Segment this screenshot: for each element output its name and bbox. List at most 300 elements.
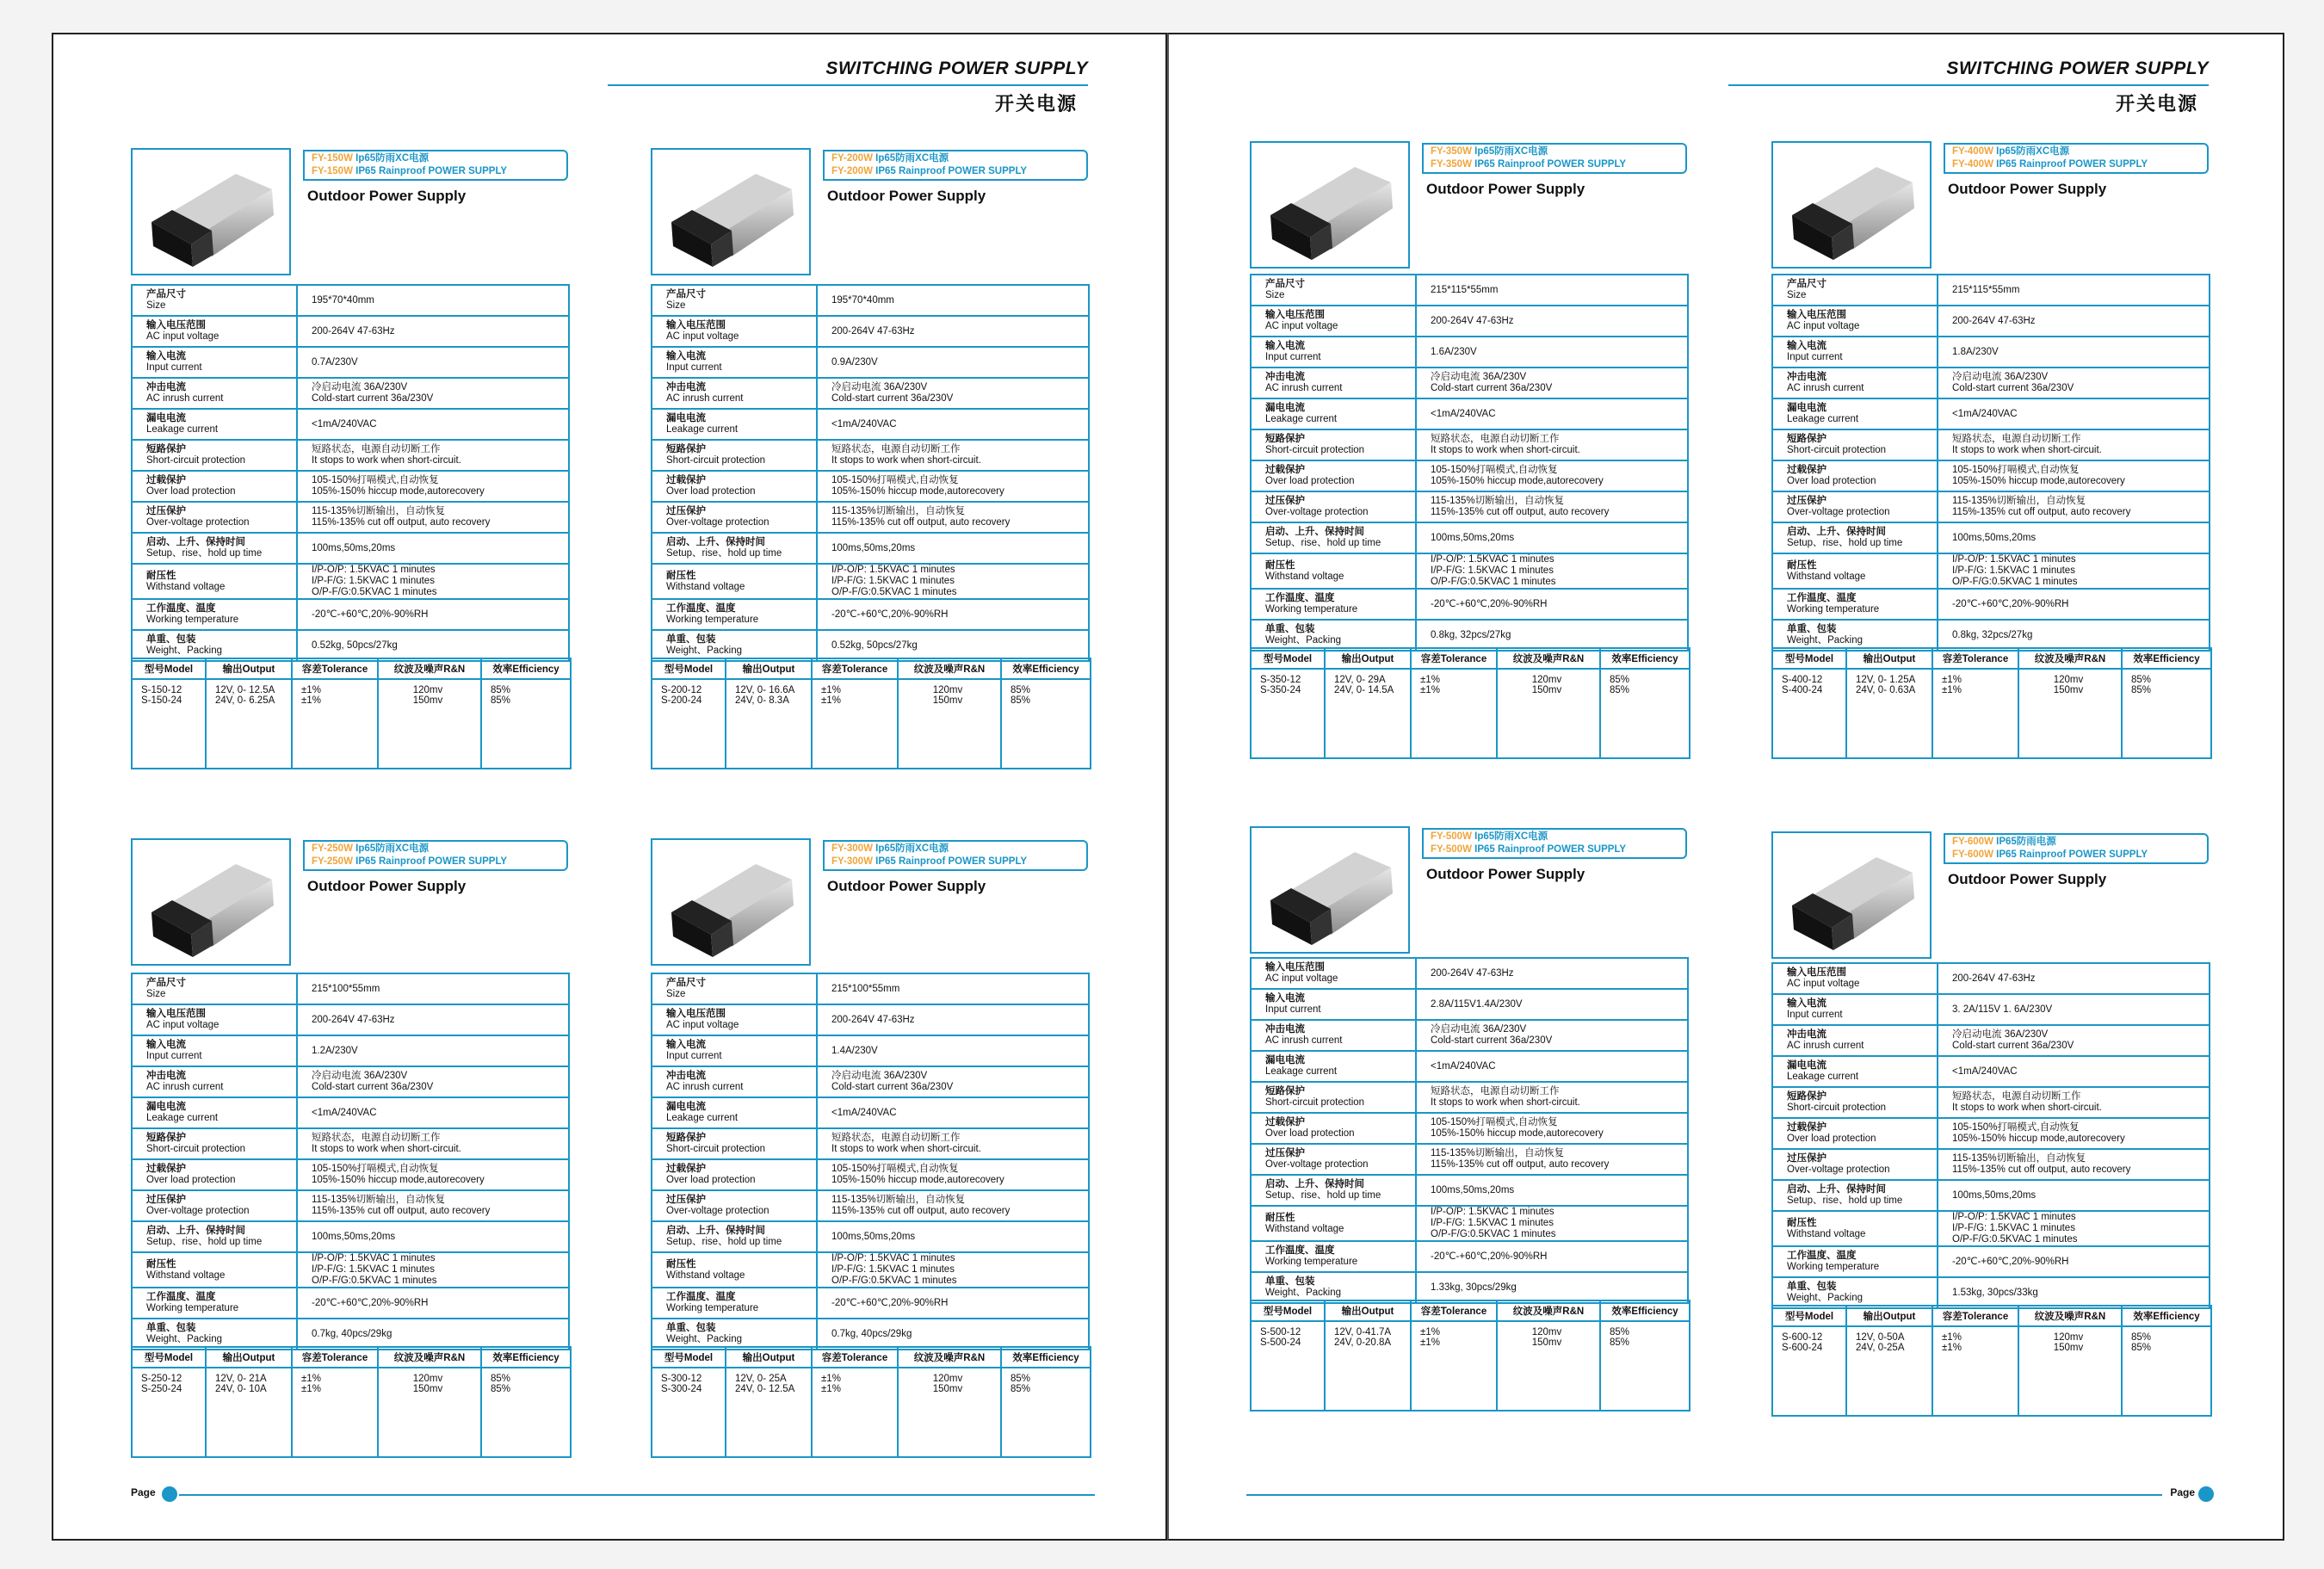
spec-label: 工作温度、温度 Working temperature bbox=[1772, 1246, 1938, 1277]
spec-row-acv bbox=[1251, 958, 1688, 989]
model-table-header bbox=[132, 658, 571, 679]
spec-row-weight bbox=[1772, 1277, 2210, 1308]
spec-row-leak bbox=[132, 1097, 569, 1128]
spec-row-short bbox=[1251, 1082, 1688, 1113]
spec-value: 100ms,50ms,20ms bbox=[1938, 1180, 2210, 1211]
spec-label: 过载保护 Over load protection bbox=[132, 471, 297, 502]
spec-value: 0.52kg, 50pcs/27kg bbox=[817, 630, 1089, 661]
spec-value: 115-135%切断输出，自动恢复 115%-135% cut off output, auto recovery bbox=[817, 1190, 1089, 1221]
spec-label: 单重、包装 Weight、Packing bbox=[132, 1319, 297, 1350]
spec-label: 启动、上升、保持时间 Setup、rise、hold up time bbox=[1772, 1180, 1938, 1211]
spec-value: I/P-O/P: 1.5KVAC 1 minutes I/P-F/G: 1.5KVAC 1 minutes O/P-F/G:0.5KVAC 1 minutes bbox=[817, 564, 1089, 599]
ripple-cell: 120mv 150mv bbox=[2018, 669, 2122, 758]
model-col-header: 型号Model bbox=[132, 1347, 206, 1368]
model-table-header bbox=[652, 1347, 1091, 1368]
spec-label: 输入电流 Input current bbox=[1251, 337, 1416, 368]
spec-value: 0.52kg, 50pcs/27kg bbox=[297, 630, 569, 661]
model-col-header: 容差Tolerance bbox=[1932, 648, 2018, 669]
footer-rule bbox=[1246, 1494, 2162, 1496]
spec-label: 漏电电流 Leakage current bbox=[1251, 1051, 1416, 1082]
spec-label: 启动、上升、保持时间 Setup、rise、hold up time bbox=[1251, 1175, 1416, 1206]
efficiency-cell: 85% 85% bbox=[2122, 669, 2211, 758]
spec-value: <1mA/240VAC bbox=[297, 1097, 569, 1128]
model-cell: S-500-12 S-500-24 bbox=[1251, 1321, 1325, 1411]
model-col-header: 效率Efficiency bbox=[2122, 648, 2211, 669]
product-label-tag bbox=[303, 150, 568, 181]
spec-value: -20℃-+60℃,20%-90%RH bbox=[297, 1288, 569, 1319]
spec-label: 冲击电流 AC inrush current bbox=[132, 378, 297, 409]
spec-row-setup bbox=[652, 533, 1089, 564]
spec-label: 漏电电流 Leakage current bbox=[652, 1097, 817, 1128]
page-number-dot bbox=[2198, 1486, 2214, 1502]
spec-value: 200-264V 47-63Hz bbox=[1416, 958, 1688, 989]
spec-label: 过载保护 Over load protection bbox=[1772, 460, 1938, 491]
spec-value: 短路状态，电源自动切断工作 It stops to work when short-circuit. bbox=[817, 1128, 1089, 1159]
spec-value: 200-264V 47-63Hz bbox=[297, 1004, 569, 1035]
spec-value: 短路状态，电源自动切断工作 It stops to work when short-circuit. bbox=[1416, 429, 1688, 460]
spec-row-withstand bbox=[652, 1252, 1089, 1288]
spec-value: 冷启动电流 36A/230V Cold-start current 36a/230V bbox=[1416, 1020, 1688, 1051]
model-col-header: 型号Model bbox=[1251, 1300, 1325, 1321]
spec-row-cur bbox=[1251, 989, 1688, 1020]
model-table-row bbox=[1772, 1326, 2211, 1416]
model-col-header: 纹波及噪声R&N bbox=[1497, 648, 1600, 669]
spec-row-inrush bbox=[1772, 1025, 2210, 1056]
spec-label: 漏电电流 Leakage current bbox=[132, 1097, 297, 1128]
output-cell: 12V, 0- 12.5A 24V, 0- 6.25A bbox=[206, 679, 292, 769]
efficiency-cell: 85% 85% bbox=[1600, 1321, 1690, 1411]
product-title: Outdoor Power Supply bbox=[307, 188, 467, 204]
model-col-header: 效率Efficiency bbox=[481, 1347, 571, 1368]
spec-row-ovp bbox=[1772, 491, 2210, 522]
spec-label: 输入电流 Input current bbox=[1772, 994, 1938, 1025]
spec-label: 漏电电流 Leakage current bbox=[652, 409, 817, 440]
spec-row-weight bbox=[132, 630, 569, 661]
spec-row-inrush bbox=[1251, 1020, 1688, 1051]
spec-label: 短路保护 Short-circuit protection bbox=[652, 440, 817, 471]
product-label-tag bbox=[1422, 828, 1687, 859]
spec-row-setup bbox=[652, 1221, 1089, 1252]
spec-label: 耐压性 Withstand voltage bbox=[132, 564, 297, 599]
spec-label: 冲击电流 AC inrush current bbox=[1772, 1025, 1938, 1056]
spec-value: 0.7A/230V bbox=[297, 347, 569, 378]
spec-value: I/P-O/P: 1.5KVAC 1 minutes I/P-F/G: 1.5KVAC 1 minutes O/P-F/G:0.5KVAC 1 minutes bbox=[817, 1252, 1089, 1288]
spec-row-inrush bbox=[652, 378, 1089, 409]
spec-row-size bbox=[652, 285, 1089, 316]
spec-row-acv bbox=[652, 316, 1089, 347]
spec-row-inrush bbox=[132, 1066, 569, 1097]
spec-row-weight bbox=[132, 1319, 569, 1350]
spec-label: 输入电压范围 AC input voltage bbox=[1251, 958, 1416, 989]
spec-value: 1.2A/230V bbox=[297, 1035, 569, 1066]
spec-row-leak bbox=[1251, 398, 1688, 429]
tag-line-en: FY-350W IP65 Rainproof POWER SUPPLY bbox=[1431, 159, 1627, 170]
spec-row-temp bbox=[652, 599, 1089, 630]
tag-line-en: FY-400W IP65 Rainproof POWER SUPPLY bbox=[1952, 159, 2148, 170]
spec-label: 工作温度、温度 Working temperature bbox=[132, 599, 297, 630]
spec-value: 100ms,50ms,20ms bbox=[1938, 522, 2210, 553]
model-col-header: 效率Efficiency bbox=[481, 658, 571, 679]
power-supply-image bbox=[1773, 833, 1932, 959]
spec-label: 输入电压范围 AC input voltage bbox=[652, 1004, 817, 1035]
spec-row-temp bbox=[652, 1288, 1089, 1319]
spec-row-weight bbox=[1772, 620, 2210, 651]
tag-line-en: FY-600W IP65 Rainproof POWER SUPPLY bbox=[1952, 849, 2148, 860]
model-col-header: 容差Tolerance bbox=[812, 1347, 898, 1368]
spec-row-withstand bbox=[1772, 1211, 2210, 1246]
spec-row-over bbox=[652, 471, 1089, 502]
spec-label: 输入电压范围 AC input voltage bbox=[132, 316, 297, 347]
spec-value: <1mA/240VAC bbox=[1416, 398, 1688, 429]
spec-value: 3. 2A/115V 1. 6A/230V bbox=[1938, 994, 2210, 1025]
spec-row-over bbox=[132, 1159, 569, 1190]
tag-line-en: FY-150W IP65 Rainproof POWER SUPPLY bbox=[312, 166, 508, 176]
spec-row-temp bbox=[1772, 589, 2210, 620]
header-title-en: SWITCHING POWER SUPPLY bbox=[825, 59, 1088, 78]
model-cell: S-150-12 S-150-24 bbox=[132, 679, 206, 769]
spec-label: 冲击电流 AC inrush current bbox=[1251, 368, 1416, 398]
product-label-tag bbox=[823, 840, 1088, 871]
spec-label: 耐压性 Withstand voltage bbox=[652, 1252, 817, 1288]
ripple-cell: 120mv 150mv bbox=[378, 679, 481, 769]
model-col-header: 纹波及噪声R&N bbox=[2018, 648, 2122, 669]
model-table-header bbox=[132, 1347, 571, 1368]
spec-label: 产品尺寸 Size bbox=[1251, 275, 1416, 306]
spec-label: 启动、上升、保持时间 Setup、rise、hold up time bbox=[652, 1221, 817, 1252]
spec-value: 100ms,50ms,20ms bbox=[297, 1221, 569, 1252]
spec-label: 过压保护 Over-voltage protection bbox=[1251, 1144, 1416, 1175]
spec-row-size bbox=[132, 973, 569, 1004]
spec-value: 200-264V 47-63Hz bbox=[817, 1004, 1089, 1035]
spec-label: 工作温度、温度 Working temperature bbox=[1772, 589, 1938, 620]
spec-row-short bbox=[1772, 1087, 2210, 1118]
ripple-cell: 120mv 150mv bbox=[1497, 1321, 1600, 1411]
spec-row-acv bbox=[1772, 306, 2210, 337]
model-col-header: 型号Model bbox=[652, 1347, 726, 1368]
page-footer-left bbox=[131, 1486, 1095, 1504]
model-col-header: 输出Output bbox=[1325, 648, 1411, 669]
power-supply-image bbox=[1252, 828, 1410, 954]
model-col-header: 输出Output bbox=[1846, 1306, 1932, 1326]
spec-row-leak bbox=[1772, 1056, 2210, 1087]
efficiency-cell: 85% 85% bbox=[481, 679, 571, 769]
model-col-header: 输出Output bbox=[726, 658, 812, 679]
spec-value: I/P-O/P: 1.5KVAC 1 minutes I/P-F/G: 1.5KVAC 1 minutes O/P-F/G:0.5KVAC 1 minutes bbox=[1938, 1211, 2210, 1246]
spec-label: 单重、包装 Weight、Packing bbox=[132, 630, 297, 661]
spec-value: 1.33kg, 30pcs/29kg bbox=[1416, 1272, 1688, 1303]
output-cell: 12V, 0- 16.6A 24V, 0- 8.3A bbox=[726, 679, 812, 769]
spec-label: 短路保护 Short-circuit protection bbox=[1772, 429, 1938, 460]
spec-label: 漏电电流 Leakage current bbox=[1772, 1056, 1938, 1087]
spec-row-size bbox=[132, 285, 569, 316]
spec-row-ovp bbox=[132, 502, 569, 533]
spec-value: 冷启动电流 36A/230V Cold-start current 36a/230V bbox=[297, 378, 569, 409]
model-col-header: 容差Tolerance bbox=[1411, 648, 1497, 669]
model-col-header: 容差Tolerance bbox=[1932, 1306, 2018, 1326]
spec-value: 短路状态，电源自动切断工作 It stops to work when short-circuit. bbox=[1416, 1082, 1688, 1113]
output-cell: 12V, 0- 1.25A 24V, 0- 0.63A bbox=[1846, 669, 1932, 758]
spec-label: 启动、上升、保持时间 Setup、rise、hold up time bbox=[652, 533, 817, 564]
spec-value: 200-264V 47-63Hz bbox=[817, 316, 1089, 347]
page-number-dot bbox=[162, 1486, 177, 1502]
header-title-cn: 开关电源 bbox=[994, 94, 1078, 115]
spec-row-withstand bbox=[1251, 1206, 1688, 1241]
spec-label: 输入电压范围 AC input voltage bbox=[1251, 306, 1416, 337]
spec-value: -20℃-+60℃,20%-90%RH bbox=[297, 599, 569, 630]
spec-row-acv bbox=[132, 1004, 569, 1035]
output-cell: 12V, 0- 29A 24V, 0- 14.5A bbox=[1325, 669, 1411, 758]
spec-label: 工作温度、温度 Working temperature bbox=[1251, 589, 1416, 620]
model-col-header: 输出Output bbox=[206, 1347, 292, 1368]
spec-row-leak bbox=[1772, 398, 2210, 429]
power-supply-image bbox=[652, 840, 811, 966]
spec-value: I/P-O/P: 1.5KVAC 1 minutes I/P-F/G: 1.5KVAC 1 minutes O/P-F/G:0.5KVAC 1 minutes bbox=[1416, 1206, 1688, 1241]
spec-row-withstand bbox=[1772, 553, 2210, 589]
spec-row-cur bbox=[1251, 337, 1688, 368]
spec-row-withstand bbox=[132, 1252, 569, 1288]
ripple-cell: 120mv 150mv bbox=[898, 679, 1001, 769]
power-supply-image bbox=[133, 150, 291, 275]
spec-label: 漏电电流 Leakage current bbox=[132, 409, 297, 440]
power-supply-image bbox=[652, 150, 811, 275]
spec-label: 过载保护 Over load protection bbox=[652, 1159, 817, 1190]
spec-value: 100ms,50ms,20ms bbox=[1416, 1175, 1688, 1206]
model-col-header: 纹波及噪声R&N bbox=[898, 1347, 1001, 1368]
model-table-row bbox=[1251, 669, 1690, 758]
model-table bbox=[1250, 1300, 1690, 1411]
spec-value: 100ms,50ms,20ms bbox=[817, 1221, 1089, 1252]
spec-row-ovp bbox=[652, 1190, 1089, 1221]
product-photo bbox=[131, 148, 291, 275]
spec-row-over bbox=[1772, 460, 2210, 491]
header-title-cn: 开关电源 bbox=[2115, 94, 2198, 115]
spec-value: 冷启动电流 36A/230V Cold-start current 36a/230V bbox=[1416, 368, 1688, 398]
spec-label: 输入电流 Input current bbox=[132, 347, 297, 378]
spec-label: 工作温度、温度 Working temperature bbox=[652, 599, 817, 630]
product-title: Outdoor Power Supply bbox=[307, 878, 467, 894]
header-rule bbox=[608, 84, 1088, 86]
spec-label: 耐压性 Withstand voltage bbox=[1772, 553, 1938, 589]
model-col-header: 型号Model bbox=[1251, 648, 1325, 669]
power-supply-image bbox=[1252, 143, 1410, 269]
spec-row-acv bbox=[1251, 306, 1688, 337]
spec-row-leak bbox=[132, 409, 569, 440]
model-table-header bbox=[1772, 1306, 2211, 1326]
spec-value: 0.9A/230V bbox=[817, 347, 1089, 378]
spec-row-leak bbox=[1251, 1051, 1688, 1082]
spec-value: 短路状态，电源自动切断工作 It stops to work when short-circuit. bbox=[1938, 429, 2210, 460]
spec-value: 冷启动电流 36A/230V Cold-start current 36a/230V bbox=[297, 1066, 569, 1097]
spec-label: 产品尺寸 Size bbox=[132, 973, 297, 1004]
spec-value: I/P-O/P: 1.5KVAC 1 minutes I/P-F/G: 1.5KVAC 1 minutes O/P-F/G:0.5KVAC 1 minutes bbox=[1416, 553, 1688, 589]
spec-row-inrush bbox=[1772, 368, 2210, 398]
spec-row-setup bbox=[1251, 1175, 1688, 1206]
spec-row-setup bbox=[132, 1221, 569, 1252]
spec-value: -20℃-+60℃,20%-90%RH bbox=[817, 1288, 1089, 1319]
spec-label: 单重、包装 Weight、Packing bbox=[1251, 1272, 1416, 1303]
tag-line-en: FY-250W IP65 Rainproof POWER SUPPLY bbox=[312, 856, 508, 867]
spec-label: 短路保护 Short-circuit protection bbox=[652, 1128, 817, 1159]
spec-value: 100ms,50ms,20ms bbox=[1416, 522, 1688, 553]
output-cell: 12V, 0-41.7A 24V, 0-20.8A bbox=[1325, 1321, 1411, 1411]
model-col-header: 容差Tolerance bbox=[812, 658, 898, 679]
spec-label: 过载保护 Over load protection bbox=[1251, 1113, 1416, 1144]
spec-label: 单重、包装 Weight、Packing bbox=[652, 1319, 817, 1350]
tag-line-en: FY-200W IP65 Rainproof POWER SUPPLY bbox=[831, 166, 1028, 176]
spec-label: 工作温度、温度 Working temperature bbox=[132, 1288, 297, 1319]
spec-row-ovp bbox=[1772, 1149, 2210, 1180]
product-photo bbox=[131, 838, 291, 966]
spec-row-acv bbox=[652, 1004, 1089, 1035]
product-title: Outdoor Power Supply bbox=[1426, 866, 1585, 882]
spec-label: 耐压性 Withstand voltage bbox=[132, 1252, 297, 1288]
spec-label: 短路保护 Short-circuit protection bbox=[1251, 429, 1416, 460]
spec-label: 过压保护 Over-voltage protection bbox=[132, 1190, 297, 1221]
spec-row-over bbox=[1772, 1118, 2210, 1149]
efficiency-cell: 85% 85% bbox=[2122, 1326, 2211, 1416]
model-table bbox=[131, 658, 572, 769]
spec-label: 短路保护 Short-circuit protection bbox=[1251, 1082, 1416, 1113]
model-col-header: 输出Output bbox=[726, 1347, 812, 1368]
spec-value: 115-135%切断输出，自动恢复 115%-135% cut off output, auto recovery bbox=[817, 502, 1089, 533]
spec-row-ovp bbox=[652, 502, 1089, 533]
tolerance-cell: ±1% ±1% bbox=[1411, 1321, 1497, 1411]
spec-row-cur bbox=[132, 347, 569, 378]
product-label-tag bbox=[1422, 143, 1687, 174]
spec-row-short bbox=[652, 440, 1089, 471]
spec-value: 0.7kg, 40pcs/29kg bbox=[817, 1319, 1089, 1350]
model-table bbox=[1771, 1305, 2212, 1417]
model-table-header bbox=[652, 658, 1091, 679]
spec-label: 输入电流 Input current bbox=[1772, 337, 1938, 368]
product-label-tag bbox=[1944, 833, 2209, 864]
product-photo bbox=[1771, 831, 1932, 959]
spec-label: 工作温度、温度 Working temperature bbox=[1251, 1241, 1416, 1272]
spec-table bbox=[1771, 274, 2210, 652]
spec-label: 启动、上升、保持时间 Setup、rise、hold up time bbox=[132, 1221, 297, 1252]
product-photo bbox=[651, 148, 811, 275]
ripple-cell: 120mv 150mv bbox=[2018, 1326, 2122, 1416]
spec-value: 100ms,50ms,20ms bbox=[817, 533, 1089, 564]
spec-value: 200-264V 47-63Hz bbox=[1416, 306, 1688, 337]
tolerance-cell: ±1% ±1% bbox=[812, 1368, 898, 1457]
model-cell: S-200-12 S-200-24 bbox=[652, 679, 726, 769]
spec-value: 1.53kg, 30pcs/33kg bbox=[1938, 1277, 2210, 1308]
spec-value: 短路状态，电源自动切断工作 It stops to work when short-circuit. bbox=[817, 440, 1089, 471]
spec-value: 200-264V 47-63Hz bbox=[1938, 306, 2210, 337]
spec-value: 115-135%切断输出，自动恢复 115%-135% cut off output, auto recovery bbox=[1938, 491, 2210, 522]
tag-line-cn: FY-500W Ip65防雨XC电源 bbox=[1431, 831, 1548, 842]
spec-value: 2.8A/115V1.4A/230V bbox=[1416, 989, 1688, 1020]
spec-label: 启动、上升、保持时间 Setup、rise、hold up time bbox=[1251, 522, 1416, 553]
ripple-cell: 120mv 150mv bbox=[378, 1368, 481, 1457]
spec-table bbox=[1250, 957, 1689, 1304]
spec-row-setup bbox=[1772, 522, 2210, 553]
spec-value: 冷启动电流 36A/230V Cold-start current 36a/230V bbox=[1938, 368, 2210, 398]
output-cell: 12V, 0-50A 24V, 0-25A bbox=[1846, 1326, 1932, 1416]
model-col-header: 输出Output bbox=[206, 658, 292, 679]
efficiency-cell: 85% 85% bbox=[481, 1368, 571, 1457]
model-table-header bbox=[1772, 648, 2211, 669]
model-table-row bbox=[132, 679, 571, 769]
spec-label: 输入电流 Input current bbox=[652, 1035, 817, 1066]
spec-label: 产品尺寸 Size bbox=[652, 973, 817, 1004]
model-table bbox=[1771, 647, 2212, 759]
tag-line-cn: FY-150W Ip65防雨XC电源 bbox=[312, 153, 430, 164]
spec-label: 产品尺寸 Size bbox=[1772, 275, 1938, 306]
spec-row-ovp bbox=[1251, 491, 1688, 522]
spec-row-short bbox=[1772, 429, 2210, 460]
spec-value: <1mA/240VAC bbox=[297, 409, 569, 440]
spec-table bbox=[131, 973, 570, 1350]
tag-line-cn: FY-600W IP65防雨电源 bbox=[1952, 837, 2056, 847]
spec-label: 过压保护 Over-voltage protection bbox=[652, 502, 817, 533]
tag-line-cn: FY-300W Ip65防雨XC电源 bbox=[831, 843, 949, 854]
output-cell: 12V, 0- 21A 24V, 0- 10A bbox=[206, 1368, 292, 1457]
spec-value: 105-150%打嗝模式,自动恢复 105%-150% hiccup mode,autorecovery bbox=[297, 471, 569, 502]
model-table-row bbox=[132, 1368, 571, 1457]
footer-rule bbox=[179, 1494, 1095, 1496]
model-table-header bbox=[1251, 648, 1690, 669]
product-title: Outdoor Power Supply bbox=[1948, 871, 2107, 887]
spec-label: 工作温度、温度 Working temperature bbox=[652, 1288, 817, 1319]
model-col-header: 输出Output bbox=[1846, 648, 1932, 669]
tag-line-cn: FY-200W Ip65防雨XC电源 bbox=[831, 153, 949, 164]
spec-value: 215*100*55mm bbox=[297, 973, 569, 1004]
spec-value: 105-150%打嗝模式,自动恢复 105%-150% hiccup mode,autorecovery bbox=[817, 1159, 1089, 1190]
spec-value: -20℃-+60℃,20%-90%RH bbox=[1416, 589, 1688, 620]
model-col-header: 效率Efficiency bbox=[1600, 648, 1690, 669]
spec-label: 冲击电流 AC inrush current bbox=[1251, 1020, 1416, 1051]
spec-label: 冲击电流 AC inrush current bbox=[1772, 368, 1938, 398]
spec-value: 冷启动电流 36A/230V Cold-start current 36a/230V bbox=[817, 1066, 1089, 1097]
spec-row-size bbox=[1772, 275, 2210, 306]
spec-label: 耐压性 Withstand voltage bbox=[652, 564, 817, 599]
spec-row-ovp bbox=[132, 1190, 569, 1221]
tag-line-cn: FY-350W Ip65防雨XC电源 bbox=[1431, 146, 1548, 157]
spec-row-acv bbox=[1772, 963, 2210, 994]
tolerance-cell: ±1% ±1% bbox=[292, 679, 378, 769]
spec-value: I/P-O/P: 1.5KVAC 1 minutes I/P-F/G: 1.5KVAC 1 minutes O/P-F/G:0.5KVAC 1 minutes bbox=[1938, 553, 2210, 589]
spec-row-acv bbox=[132, 316, 569, 347]
spec-row-over bbox=[1251, 460, 1688, 491]
tolerance-cell: ±1% ±1% bbox=[1932, 669, 2018, 758]
model-col-header: 容差Tolerance bbox=[292, 1347, 378, 1368]
spec-row-weight bbox=[1251, 620, 1688, 651]
spec-value: 105-150%打嗝模式,自动恢复 105%-150% hiccup mode,autorecovery bbox=[297, 1159, 569, 1190]
spec-row-withstand bbox=[132, 564, 569, 599]
tolerance-cell: ±1% ±1% bbox=[292, 1368, 378, 1457]
spec-value: 115-135%切断输出，自动恢复 115%-135% cut off output, auto recovery bbox=[1416, 491, 1688, 522]
model-col-header: 型号Model bbox=[1772, 1306, 1846, 1326]
spec-label: 输入电压范围 AC input voltage bbox=[1772, 963, 1938, 994]
model-cell: S-600-12 S-600-24 bbox=[1772, 1326, 1846, 1416]
spec-value: 100ms,50ms,20ms bbox=[297, 533, 569, 564]
spec-value: <1mA/240VAC bbox=[817, 1097, 1089, 1128]
spec-row-setup bbox=[132, 533, 569, 564]
spec-value: -20℃-+60℃,20%-90%RH bbox=[1416, 1241, 1688, 1272]
product-title: Outdoor Power Supply bbox=[1948, 181, 2107, 197]
spec-label: 输入电压范围 AC input voltage bbox=[132, 1004, 297, 1035]
model-table-row bbox=[652, 1368, 1091, 1457]
spec-table bbox=[1771, 962, 2210, 1309]
spec-label: 单重、包装 Weight、Packing bbox=[1772, 620, 1938, 651]
efficiency-cell: 85% 85% bbox=[1001, 679, 1091, 769]
spec-label: 过载保护 Over load protection bbox=[1251, 460, 1416, 491]
spec-value: <1mA/240VAC bbox=[817, 409, 1089, 440]
product-label-tag bbox=[823, 150, 1088, 181]
spec-row-size bbox=[652, 973, 1089, 1004]
